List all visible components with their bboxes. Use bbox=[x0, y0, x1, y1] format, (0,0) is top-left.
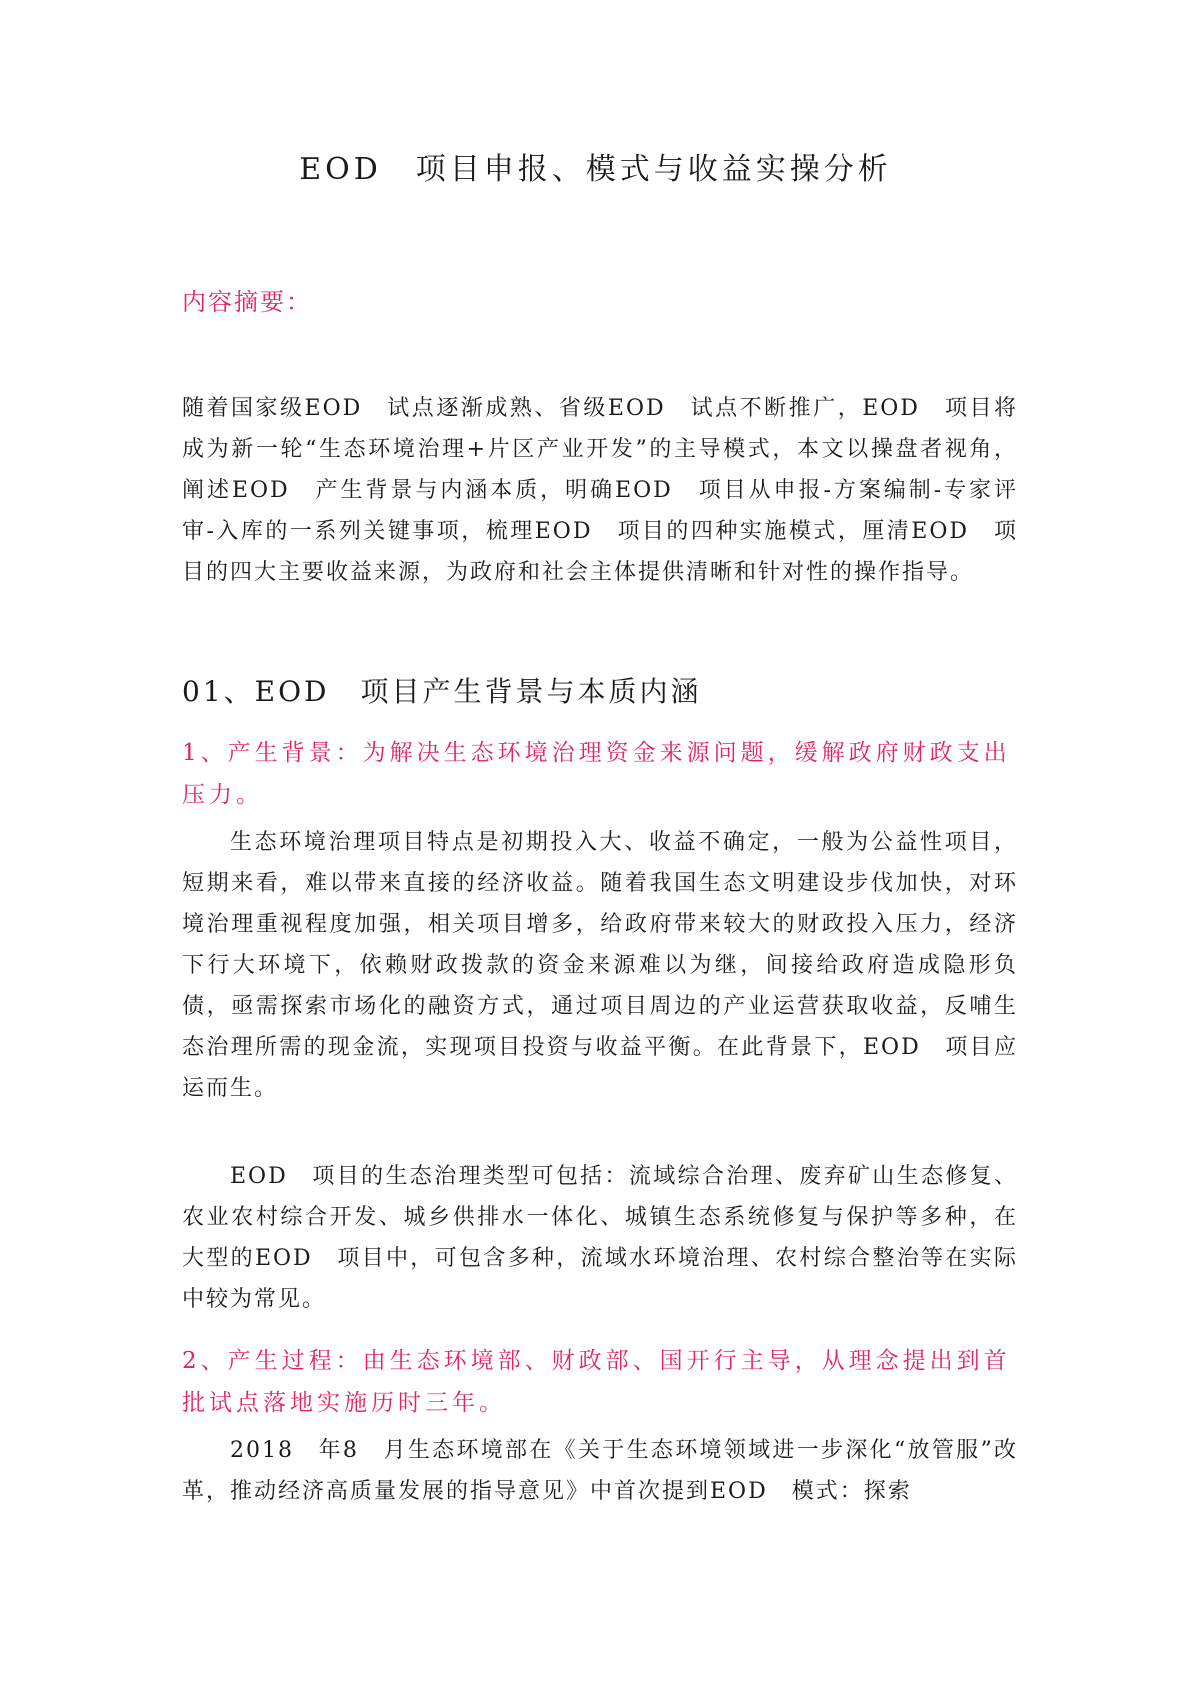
paragraph-governance-types: EOD 项目的生态治理类型可包括：流域综合治理、废弃矿山生态修复、农业农村综合开发、城乡供排水一体化、城镇生态系统修复与保护等多种，在大型的EOD 项目中，可包含多种，流域水环境治理、农村综合整治等在实际中较为常见。 bbox=[182, 1164, 1018, 1312]
summary-paragraph: 随着国家级EOD 试点逐渐成熟、省级EOD 试点不断推广，EOD 项目将成为新一轮“生态环境治理+片区产业开发”的主导模式，本文以操盘者视角，阐述EOD 产生背景与内涵本质，明确EOD 项目从申报-方案编制-专家评审-入库的一系列关键事项，梳理EOD 项目的四种实施模式，厘清EOD 项目的四大主要收益来源，为政府和社会主体提供清晰和针对性的操作指导。 bbox=[182, 396, 1018, 585]
paragraph-process: 2018 年8 月生态环境部在《关于生态环境领域进一步深化“放管服”改革，推动经济高质量发展的指导意见》中首次提到EOD 模式：探索 bbox=[182, 1438, 1018, 1504]
subheading-background: 1、产生背景：为解决生态环境治理资金来源问题，缓解政府财政支出压力。 bbox=[182, 740, 1011, 808]
subheading-process: 2、产生过程：由生态环境部、财政部、国开行主导，从理念提出到首批试点落地实施历时三年。 bbox=[182, 1348, 1011, 1416]
document-title: EOD 项目申报、模式与收益实操分析 bbox=[299, 152, 892, 187]
section-heading-01: 01、EOD 项目产生背景与本质内涵 bbox=[182, 675, 702, 708]
paragraph-background: 生态环境治理项目特点是初期投入大、收益不确定，一般为公益性项目，短期来看，难以带来直接的经济收益。随着我国生态文明建设步伐加快，对环境治理重视程度加强，相关项目增多，给政府带来较大的财政投入压力，经济下行大环境下，依赖财政拨款的资金来源难以为继，间接给政府造成隐形负债，亟需探索市场化的融资方式，通过项目周边的产业运营获取收益，反哺生态治理所需的现金流，实现项目投资与收益平衡。在此背景下，EOD 项目应运而生。 bbox=[182, 830, 1018, 1101]
summary-label: 内容摘要： bbox=[182, 288, 312, 316]
